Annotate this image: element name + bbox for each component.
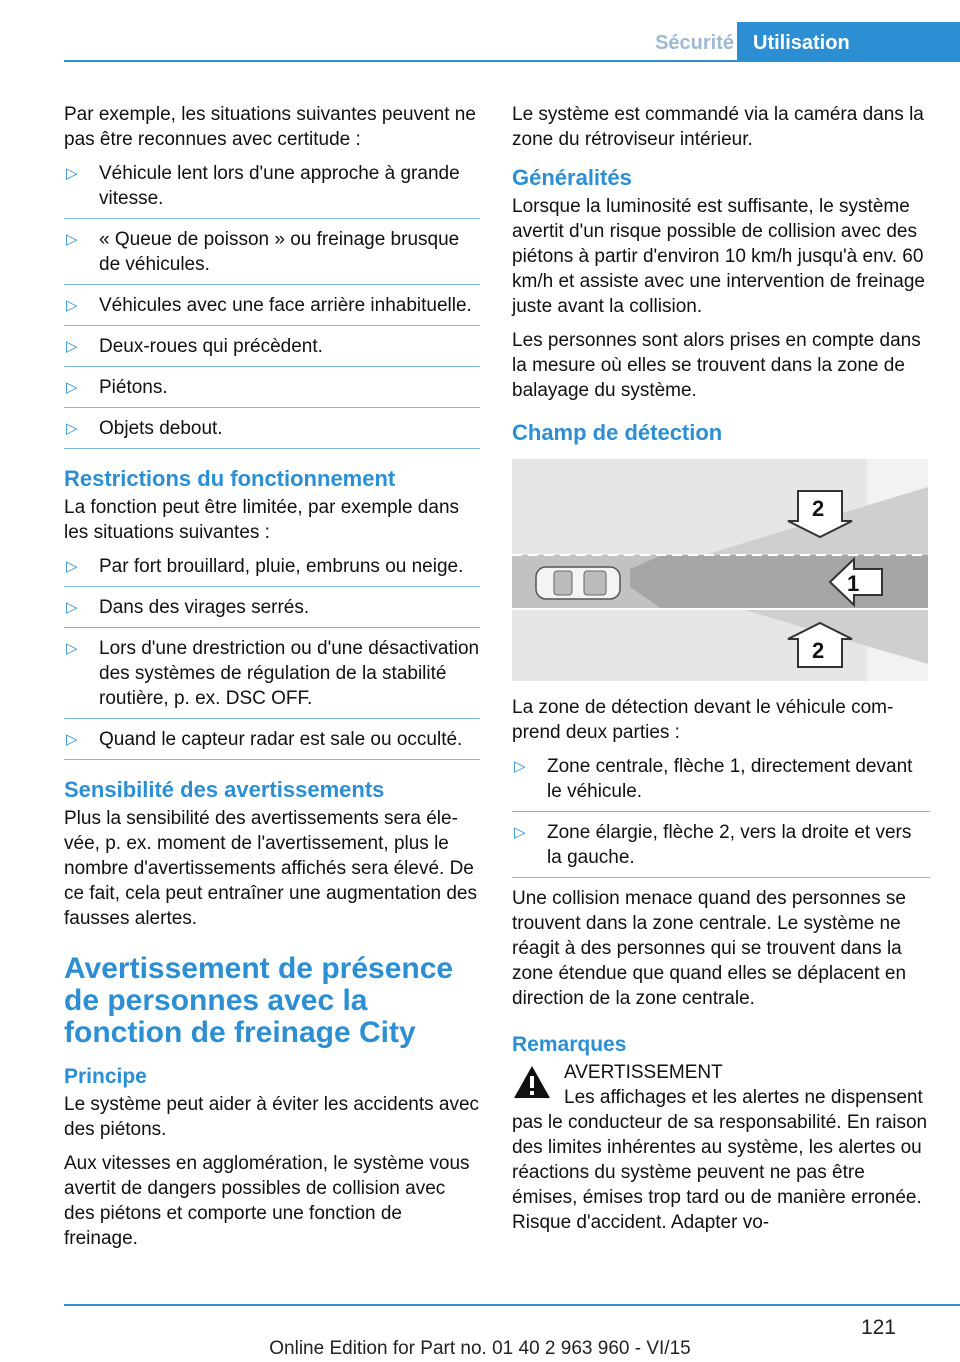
list-item: ▷ Dans des virages serrés. [64, 595, 480, 628]
heading-restrictions: Restrictions du fonctionnement [64, 466, 396, 491]
heading-generalites: Généralités [512, 165, 632, 190]
triangle-bullet-icon: ▷ [66, 599, 78, 616]
generalites-paragraph-2: Les personnes sont alors prises en compte dans la mesure où elles se trouvent dans la zone de balayage du système. [512, 330, 921, 401]
tab-securite[interactable]: Sécurité [655, 32, 734, 54]
warning-block [512, 1060, 930, 1085]
heading-sensibilite: Sensibilité des avertissements [64, 777, 385, 802]
intro-paragraph: Par exemple, les situations suivantes peuvent ne pas être reconnues avec certitude : [64, 104, 476, 150]
header-rule [64, 60, 960, 62]
triangle-bullet-icon: ▷ [66, 379, 78, 396]
triangle-bullet-icon: ▷ [66, 420, 78, 437]
list-item: ▷ Quand le capteur radar est sale ou occulté. [64, 727, 480, 760]
restrictions-list [64, 554, 480, 760]
heading-principe: Principe [64, 1065, 147, 1088]
page-number: 121 [860, 1316, 896, 1339]
arrow-1-label: 1 [847, 571, 860, 596]
list-item: ▷ Piétons. [64, 375, 480, 408]
zone-paragraph: La zone de détection devant le véhicule comprend deux parties : [512, 697, 894, 743]
triangle-bullet-icon: ▷ [66, 165, 78, 182]
detection-field-illustration [512, 459, 928, 681]
car-icon [536, 567, 620, 599]
detection-field-diagram [512, 459, 928, 681]
unrecognized-situations-list [64, 161, 480, 449]
warning-title: AVERTISSEMENT [564, 1062, 723, 1083]
warning-triangle-icon [512, 1062, 552, 1102]
left-column [64, 102, 480, 1260]
list-item: ▷ Zone centrale, flèche 1, directement devant le véhicule. [512, 754, 930, 812]
collision-paragraph: Une collision menace quand des personnes se trouvent dans la zone centrale. Le système ne réagit à des personnes qui se trouvent dans la zone étendue que quand elles se déplacent en direction de la zone centrale. [512, 888, 907, 1009]
edition-text: Online Edition for Part no. 01 40 2 963 960 - VI/15 [269, 1338, 691, 1359]
section-title: Avertissement de présence de personnes avec la fonction de freinage City [64, 952, 454, 1049]
right-column [512, 102, 930, 1244]
footer-rule [64, 1304, 960, 1306]
heading-champ-detection: Champ de détection [512, 420, 723, 445]
list-item: ▷ Lors d'une drestriction ou d'une désactivation des systèmes de régulation de la stabilité routière, p. ex. DSC OFF. [64, 636, 480, 719]
restrictions-paragraph: La fonction peut être limitée, par exemple dans les situations suivantes : [64, 497, 460, 543]
zone-list [512, 754, 930, 878]
triangle-bullet-icon: ▷ [514, 824, 526, 841]
arrow-2-top-label: 2 [812, 496, 825, 521]
list-item: ▷ Par fort brouillard, pluie, embruns ou neige. [64, 554, 480, 587]
triangle-bullet-icon: ▷ [66, 338, 78, 355]
triangle-bullet-icon: ▷ [514, 758, 526, 775]
list-item: ▷ Véhicules avec une face arrière inhabituelle. [64, 293, 480, 326]
triangle-bullet-icon: ▷ [66, 558, 78, 575]
principe-paragraph-2: Aux vitesses en agglomération, le système vous avertit de dangers possibles de collision avec des piétons et comporte une fonction de freinage. [64, 1153, 470, 1249]
triangle-bullet-icon: ▷ [66, 231, 78, 248]
arrow-2-bottom-label: 2 [812, 638, 825, 663]
list-item: ▷ Véhicule lent lors d'une approche à grande vitesse. [64, 161, 480, 219]
triangle-bullet-icon: ▷ [66, 731, 78, 748]
sensibilite-paragraph: Plus la sensibilité des avertissements sera élevée, p. ex. moment de l'avertissement, plus le nombre d'avertissements affichés sera élevé. De ce fait, cela peut entraîner une augmentation des fausses alertes. [64, 808, 477, 929]
generalites-paragraph-1: Lorsque la luminosité est suffisante, le système avertit d'un risque possible de collision avec des piétons à partir d'environ 10 km/h jusqu'à env. 60 km/h et assiste avec une intervention de freinage juste avant la collision. [512, 196, 925, 317]
list-item: ▷ Objets debout. [64, 416, 480, 449]
triangle-bullet-icon: ▷ [66, 297, 78, 314]
triangle-bullet-icon: ▷ [66, 640, 78, 657]
heading-remarques: Remarques [512, 1033, 627, 1056]
warning-text: Les affichages et les alertes ne dispensent pas le conducteur de sa responsabilité. En raison des limites inhérentes au système, les alertes ou réactions du système peuvent ne pas être émises, émises trop tard ou de manière erronée. Risque d'accident. Adapter vo- [512, 1087, 928, 1233]
tab-utilisation[interactable]: Utilisation [737, 22, 960, 62]
list-item: ▷ Zone élargie, flèche 2, vers la droite et vers la gauche. [512, 820, 930, 878]
list-item: ▷ « Queue de poisson » ou freinage brusque de véhicules. [64, 227, 480, 285]
camera-paragraph: Le système est commandé via la caméra dans la zone du rétroviseur intérieur. [512, 104, 924, 150]
principe-paragraph-1: Le système peut aider à éviter les accidents avec des piétons. [64, 1094, 480, 1140]
list-item: ▷ Deux-roues qui précèdent. [64, 334, 480, 367]
